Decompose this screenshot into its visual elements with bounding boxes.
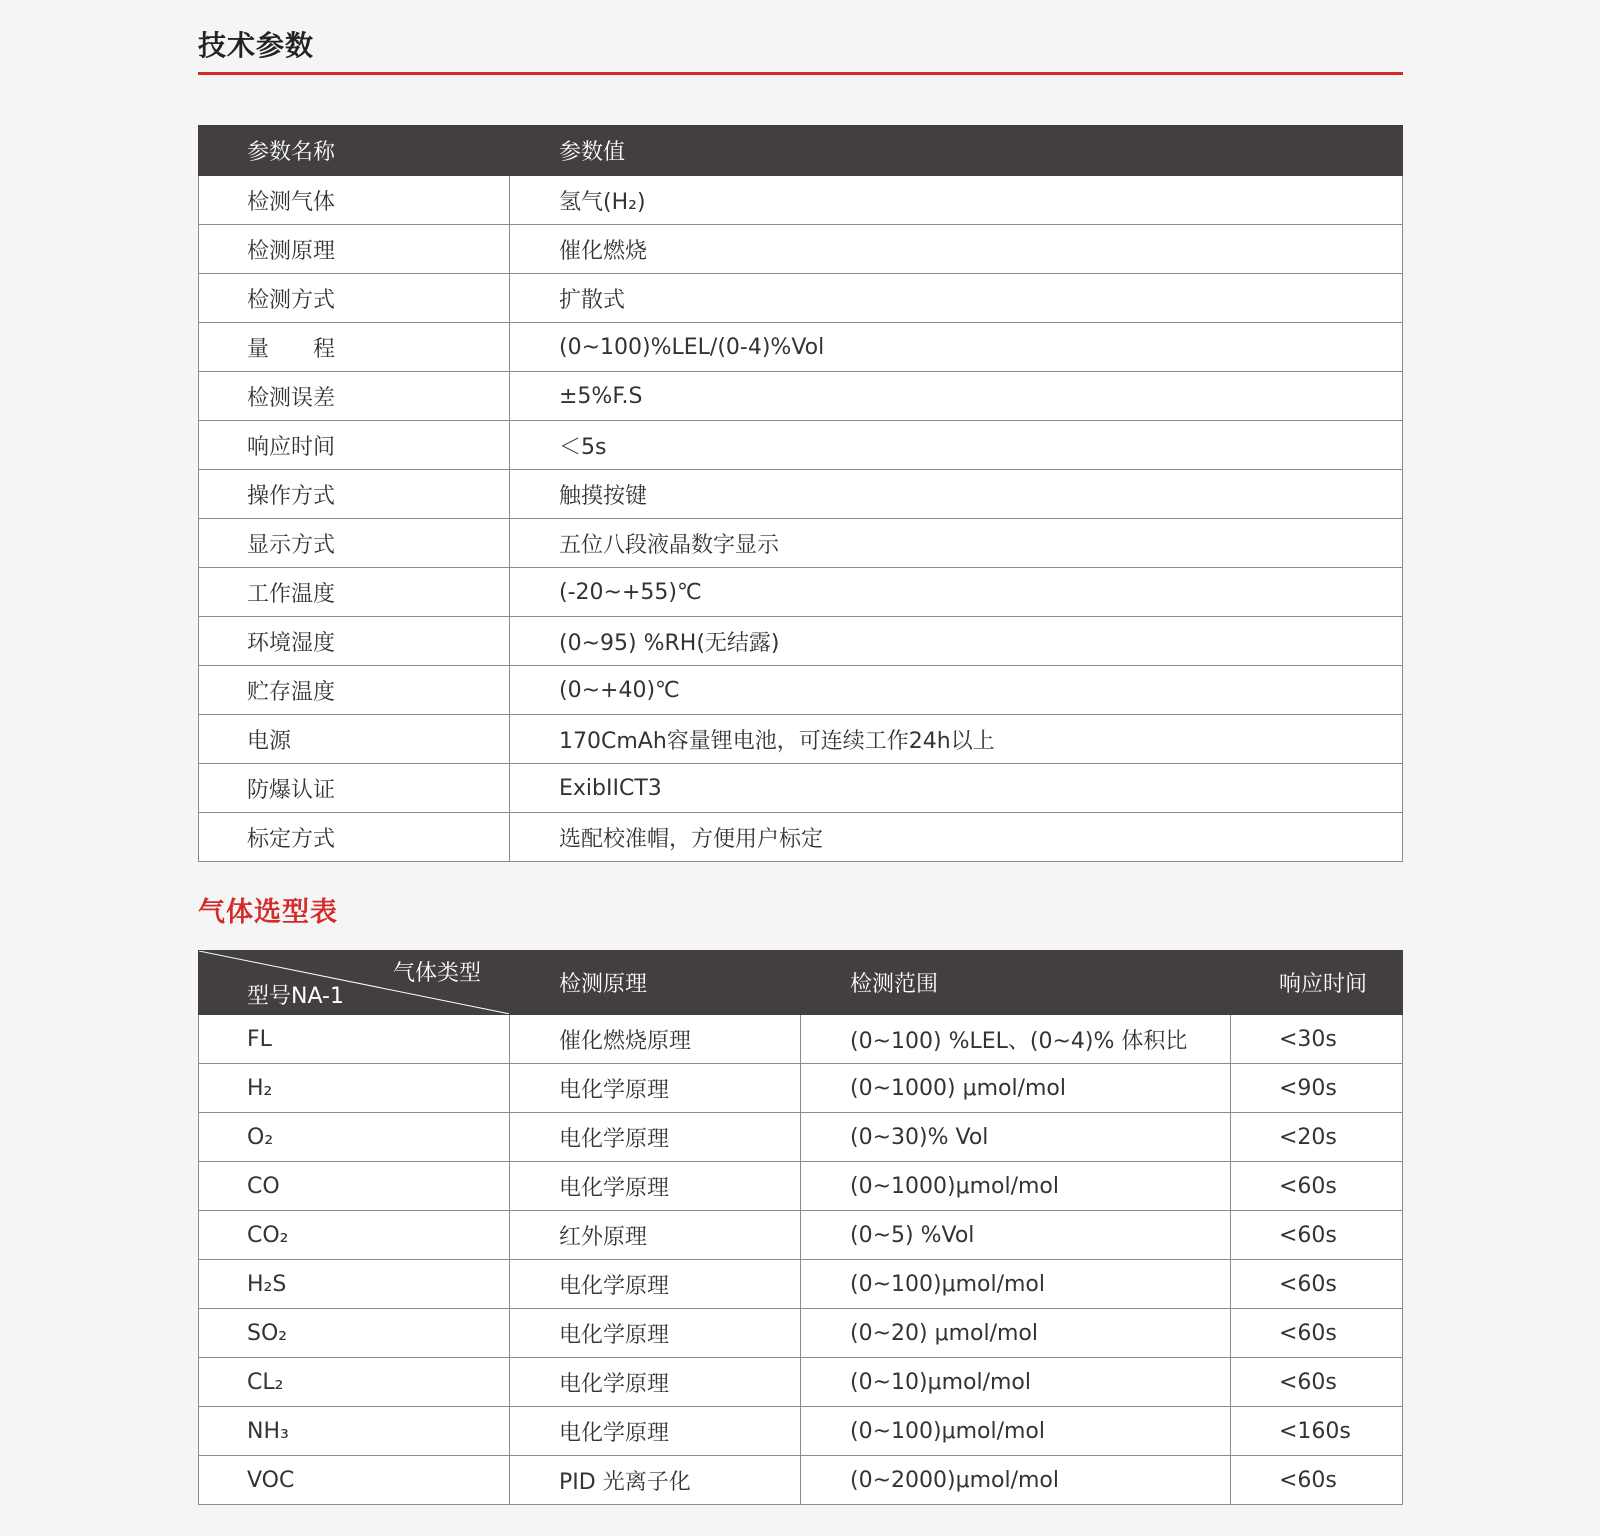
section-title: 技术参数: [198, 29, 315, 62]
gas-name: H₂S: [199, 1260, 510, 1309]
spec-row: [199, 813, 1403, 862]
column-header-response: 响应时间: [1231, 951, 1403, 1015]
gas-range: (0~20) μmol/mol: [801, 1309, 1231, 1358]
spec-value: 选配校准帽，方便用户标定: [510, 813, 1403, 862]
spec-name: 防爆认证: [199, 764, 510, 813]
column-header-param-value: 参数值: [510, 126, 1403, 176]
gas-name: SO₂: [199, 1309, 510, 1358]
spec-row: [199, 176, 1403, 225]
spec-row: [199, 617, 1403, 666]
gas-response: <160s: [1231, 1407, 1403, 1456]
title-underline: [198, 72, 1403, 75]
spec-value: (0~100)%LEL/(0-4)%Vol: [510, 323, 1403, 372]
gas-range: (0~100) %LEL、(0~4)% 体积比: [801, 1015, 1231, 1064]
gas-response: <60s: [1231, 1162, 1403, 1211]
gas-range: (0~1000)μmol/mol: [801, 1162, 1231, 1211]
spec-row: [199, 764, 1403, 813]
gas-name: CL₂: [199, 1358, 510, 1407]
spec-name: 检测方式: [199, 274, 510, 323]
gas-name: CO₂: [199, 1211, 510, 1260]
spec-table: [198, 125, 1403, 862]
gas-name: H₂: [199, 1064, 510, 1113]
spec-value: ＜5s: [510, 421, 1403, 470]
spec-value: 氢气(H₂): [510, 176, 1403, 225]
spec-row: [199, 715, 1403, 764]
gas-principle: 电化学原理: [510, 1358, 801, 1407]
spec-name: 量 程: [199, 323, 510, 372]
gas-response: <60s: [1231, 1456, 1403, 1505]
gas-response: <60s: [1231, 1260, 1403, 1309]
gas-row: [199, 1162, 1403, 1211]
gas-principle: 催化燃烧原理: [510, 1015, 801, 1064]
gas-principle: 电化学原理: [510, 1407, 801, 1456]
spec-row: [199, 225, 1403, 274]
spec-value: 五位八段液晶数字显示: [510, 519, 1403, 568]
gas-principle: 电化学原理: [510, 1162, 801, 1211]
spec-name: 环境湿度: [199, 617, 510, 666]
spec-row: [199, 323, 1403, 372]
spec-name: 标定方式: [199, 813, 510, 862]
spec-value: 催化燃烧: [510, 225, 1403, 274]
spec-value: (0~95) %RH(无结露): [510, 617, 1403, 666]
spec-table-header: [199, 126, 1403, 176]
gas-principle: 电化学原理: [510, 1064, 801, 1113]
gas-row: [199, 1456, 1403, 1505]
spec-name: 贮存温度: [199, 666, 510, 715]
spec-value: ExibIICT3: [510, 764, 1403, 813]
gas-row: [199, 1407, 1403, 1456]
gas-response: <60s: [1231, 1358, 1403, 1407]
gas-row: [199, 1260, 1403, 1309]
gas-principle: 红外原理: [510, 1211, 801, 1260]
spec-name: 工作温度: [199, 568, 510, 617]
diagonal-header-cell: [199, 951, 510, 1015]
spec-row: [199, 519, 1403, 568]
gas-table-header: [199, 951, 1403, 1015]
spec-name: 响应时间: [199, 421, 510, 470]
spec-row: [199, 568, 1403, 617]
spec-row: [199, 372, 1403, 421]
gas-range: (0~30)% Vol: [801, 1113, 1231, 1162]
gas-name: O₂: [199, 1113, 510, 1162]
header-gas-type: 气体类型: [392, 961, 481, 986]
gas-principle: 电化学原理: [510, 1260, 801, 1309]
spec-name: 检测原理: [199, 225, 510, 274]
spec-name: 显示方式: [199, 519, 510, 568]
gas-name: CO: [199, 1162, 510, 1211]
spec-name: 电源: [199, 715, 510, 764]
gas-response: <30s: [1231, 1015, 1403, 1064]
gas-range: (0~5) %Vol: [801, 1211, 1231, 1260]
gas-row: [199, 1358, 1403, 1407]
spec-row: [199, 666, 1403, 715]
gas-response: <20s: [1231, 1113, 1403, 1162]
gas-row: [199, 1015, 1403, 1064]
spec-value: 触摸按键: [510, 470, 1403, 519]
spec-value: (-20~+55)℃: [510, 568, 1403, 617]
gas-selection-title: 气体选型表: [198, 897, 338, 928]
spec-name: 检测误差: [199, 372, 510, 421]
gas-row: [199, 1211, 1403, 1260]
gas-row: [199, 1064, 1403, 1113]
spec-row: [199, 421, 1403, 470]
spec-value: ±5%F.S: [510, 372, 1403, 421]
gas-row: [199, 1309, 1403, 1358]
gas-name: NH₃: [199, 1407, 510, 1456]
spec-name: 操作方式: [199, 470, 510, 519]
spec-value: (0~+40)℃: [510, 666, 1403, 715]
gas-principle: 电化学原理: [510, 1113, 801, 1162]
column-header-range: 检测范围: [801, 951, 1231, 1015]
column-header-param-name: 参数名称: [199, 126, 510, 176]
gas-principle: 电化学原理: [510, 1309, 801, 1358]
gas-name: VOC: [199, 1456, 510, 1505]
gas-range: (0~100)μmol/mol: [801, 1260, 1231, 1309]
gas-range: (0~2000)μmol/mol: [801, 1456, 1231, 1505]
spec-name: 检测气体: [199, 176, 510, 225]
gas-response: <60s: [1231, 1309, 1403, 1358]
gas-range: (0~100)μmol/mol: [801, 1407, 1231, 1456]
column-header-principle: 检测原理: [510, 951, 801, 1015]
spec-value: 扩散式: [510, 274, 1403, 323]
spec-row: [199, 274, 1403, 323]
spec-value: 170CmAh容量锂电池，可连续工作24h以上: [510, 715, 1403, 764]
gas-principle: PID 光离子化: [510, 1456, 801, 1505]
gas-response: <90s: [1231, 1064, 1403, 1113]
gas-response: <60s: [1231, 1211, 1403, 1260]
gas-row: [199, 1113, 1403, 1162]
gas-range: (0~1000) μmol/mol: [801, 1064, 1231, 1113]
header-model: 型号NA-1: [247, 984, 344, 1009]
gas-selection-table: [198, 950, 1403, 1505]
spec-row: [199, 470, 1403, 519]
gas-name: FL: [199, 1015, 510, 1064]
gas-range: (0~10)μmol/mol: [801, 1358, 1231, 1407]
